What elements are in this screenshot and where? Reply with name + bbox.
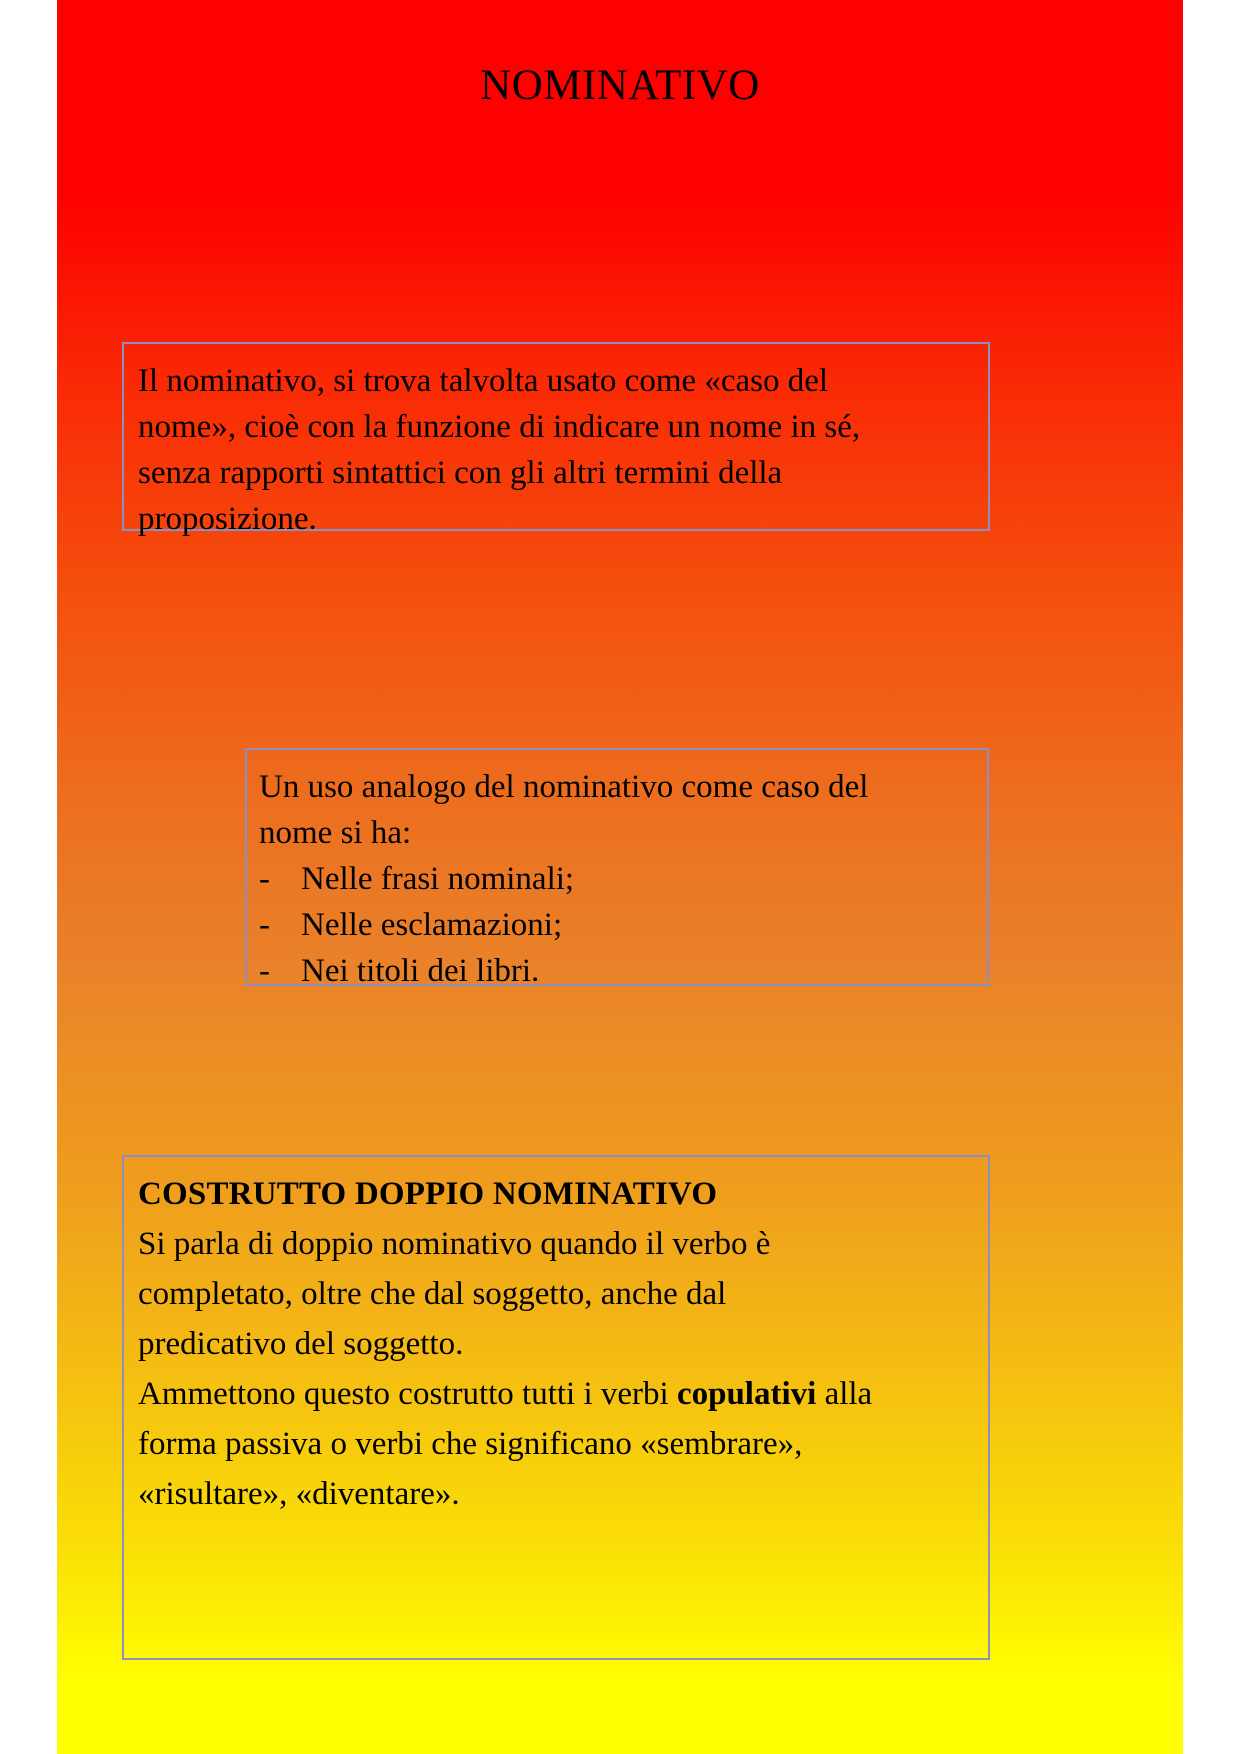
definition-textbox xyxy=(122,342,990,537)
double-nominative-line-6: «risultare», «diventare». xyxy=(138,1476,460,1512)
definition-line-3: senza rapporti sintattici con gli altri termini della xyxy=(138,455,783,491)
usage-line-1: Un uso analogo del nominativo come caso del xyxy=(259,769,869,805)
definition-line-1: Il nominativo, si trova talvolta usato come «caso del xyxy=(138,363,829,399)
copulativi-suffix: alla xyxy=(816,1376,873,1412)
usage-bullet-3: Nei titoli dei libri. xyxy=(301,953,540,989)
usage-bullet-2: Nelle esclamazioni; xyxy=(301,907,563,943)
double-nominative-line-5: forma passiva o verbi che significano «sembrare», xyxy=(138,1426,803,1462)
double-nominative-line-2: completato, oltre che dal soggetto, anche dal xyxy=(138,1276,727,1312)
list-item xyxy=(259,902,977,948)
usage-line-2: nome si ha: xyxy=(259,815,412,851)
list-item xyxy=(259,856,977,902)
usage-textbox xyxy=(245,748,989,989)
double-nominative-line-1: Si parla di doppio nominativo quando il verbo è xyxy=(138,1226,771,1262)
slide-canvas xyxy=(57,0,1183,1754)
double-nominative-line-4 xyxy=(138,1369,976,1419)
double-nominative-line-3: predicativo del soggetto. xyxy=(138,1326,464,1362)
dash-bullet-icon: - xyxy=(259,861,270,897)
definition-line-4: proposizione. xyxy=(138,501,317,537)
page-title: NOMINATIVO xyxy=(480,62,760,109)
dash-bullet-icon: - xyxy=(259,953,270,989)
copulativi-bold: copulativi xyxy=(676,1376,817,1412)
list-item xyxy=(259,948,977,994)
copulativi-prefix: Ammettono questo costrutto tutti i verbi xyxy=(138,1376,677,1412)
dash-bullet-icon: - xyxy=(259,907,270,943)
double-nominative-heading: COSTRUTTO DOPPIO NOMINATIVO xyxy=(138,1176,718,1212)
double-nominative-textbox xyxy=(122,1155,990,1660)
usage-bullet-1: Nelle frasi nominali; xyxy=(301,861,575,897)
definition-line-2: nome», cioè con la funzione di indicare un nome in sé, xyxy=(138,409,861,445)
